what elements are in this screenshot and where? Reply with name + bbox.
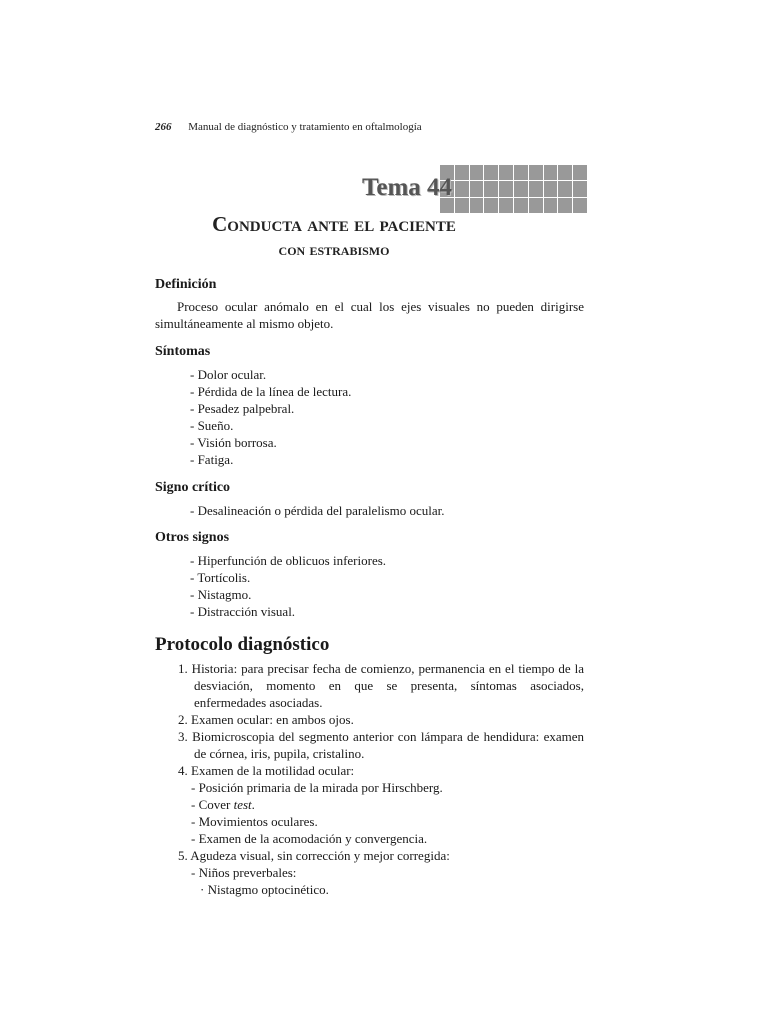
list-item: - Dolor ocular.	[190, 367, 267, 382]
protocolo-item-1: 1. Historia: para precisar fecha de comienzo, permanencia en el tiempo de la desviación, momento en que se presenta, síntomas asociados, enfermedades asociadas.	[178, 661, 584, 710]
protocolo-item-4b	[178, 796, 584, 813]
list-item: - Pérdida de la línea de lectura.	[190, 384, 352, 399]
definicion-heading: Definición	[155, 277, 217, 292]
protocolo-item-4: 4. Examen de la motilidad ocular:	[178, 763, 355, 778]
chapter-decoration-grid	[440, 165, 587, 213]
list-item: - Sueño.	[190, 418, 234, 433]
list-item: - Desalineación o pérdida del paralelismo ocular.	[190, 503, 445, 518]
protocolo-item-3: 3. Biomicroscopia del segmento anterior con lámpara de hendidura: examen de córnea, iris, pupila, cristalino.	[178, 729, 584, 761]
protocolo-item-4c: - Movimientos oculares.	[191, 814, 318, 829]
list-item: - Distracción visual.	[190, 604, 296, 619]
signo-critico-heading: Signo crítico	[155, 480, 231, 495]
otros-signos-list	[190, 552, 386, 620]
item4b-prefix: - Cover	[191, 797, 234, 812]
chapter-title-line1: Conducta ante el paciente	[212, 212, 456, 236]
protocolo-list	[178, 660, 584, 898]
definicion-paragraph: Proceso ocular anómalo en el cual los ejes visuales no pueden dirigirse simultáneamente al mismo objeto.	[155, 299, 584, 331]
list-item: - Pesadez palpebral.	[190, 401, 295, 416]
sintomas-list	[190, 366, 351, 468]
book-title: Manual de diagnóstico y tratamiento en oftalmología	[188, 121, 422, 133]
item4b-suffix: .	[251, 797, 255, 812]
page-number: 266	[155, 121, 172, 133]
list-item: - Visión borrosa.	[190, 435, 277, 450]
running-header	[155, 121, 422, 133]
list-item: - Nistagmo.	[190, 587, 252, 602]
protocolo-item-5a: - Niños preverbales:	[191, 865, 297, 880]
protocolo-item-5a-i: · Nistagmo optocinético.	[200, 882, 329, 897]
protocolo-heading: Protocolo diagnóstico	[155, 634, 330, 655]
otros-signos-heading: Otros signos	[155, 530, 230, 545]
list-item: - Fatiga.	[190, 452, 234, 467]
protocolo-item-4d: - Examen de la acomodación y convergencia.	[191, 831, 428, 846]
protocolo-item-5: 5. Agudeza visual, sin corrección y mejor corregida:	[178, 848, 450, 863]
protocolo-item-2: 2. Examen ocular: en ambos ojos.	[178, 712, 354, 727]
sintomas-heading: Síntomas	[155, 344, 211, 359]
list-item: - Hiperfunción de oblicuos inferiores.	[190, 553, 387, 568]
item4b-italic: test	[233, 797, 252, 812]
chapter-label: Tema 44	[362, 174, 453, 201]
chapter-title-line2: con estrabismo	[278, 240, 390, 259]
definicion-text	[155, 298, 584, 332]
list-item: - Tortícolis.	[190, 570, 251, 585]
signo-critico-list	[190, 502, 444, 519]
protocolo-item-4a: - Posición primaria de la mirada por Hirschberg.	[191, 780, 443, 795]
